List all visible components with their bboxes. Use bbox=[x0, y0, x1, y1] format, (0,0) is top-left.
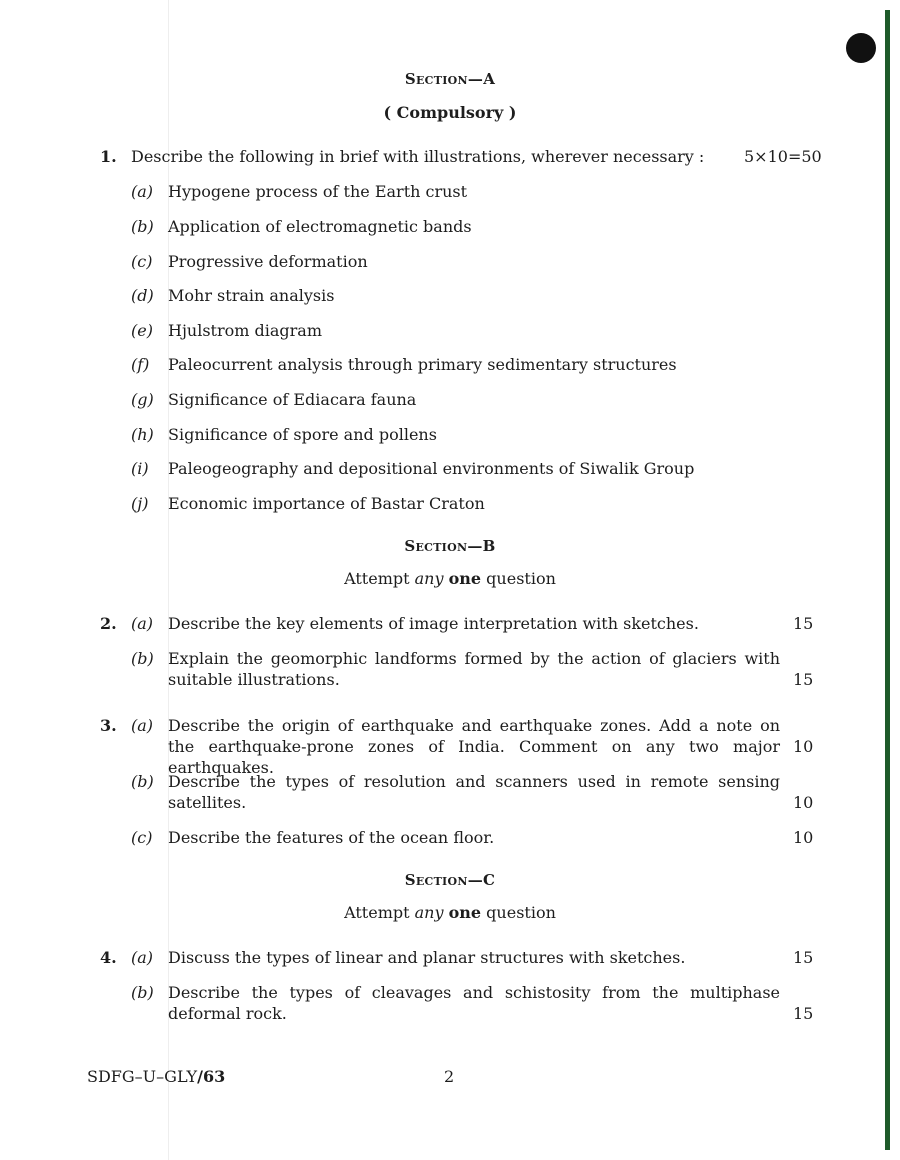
q2a-text: Describe the key elements of image interpretation with sketches. bbox=[168, 614, 699, 633]
q4a-marks: 15 bbox=[793, 948, 814, 967]
q2b-label: (b) bbox=[131, 649, 154, 668]
section-a-title: Section—A bbox=[404, 70, 496, 88]
q3c-marks: 10 bbox=[793, 828, 814, 847]
q1-item-e-text: Hjulstrom diagram bbox=[168, 321, 323, 340]
q2a-label: (a) bbox=[131, 614, 154, 633]
q1-item-a-label: (a) bbox=[131, 182, 154, 201]
q1-item-i-text: Paleogeography and depositional environments of Siwalik Group bbox=[168, 459, 695, 478]
section-b-title: Section—B bbox=[404, 537, 496, 555]
q2b-marks: 15 bbox=[793, 670, 814, 689]
q4a-label: (a) bbox=[131, 948, 154, 967]
question-2-number: 2. bbox=[100, 614, 117, 633]
q1-item-h-text: Significance of spore and pollens bbox=[168, 425, 437, 444]
q1-item-c-label: (c) bbox=[131, 252, 153, 271]
q1-item-j-label: (j) bbox=[131, 494, 149, 513]
q1-item-i-label: (i) bbox=[131, 459, 149, 478]
q3b-text: Describe the types of resolution and scanners used in remote sensing satellites. bbox=[168, 772, 780, 812]
punch-hole bbox=[846, 33, 876, 63]
page-number: 2 bbox=[444, 1067, 455, 1086]
section-c-title: Section—C bbox=[404, 871, 496, 889]
question-1-marks: 5×10=50 bbox=[744, 147, 822, 166]
q1-item-d-label: (d) bbox=[131, 286, 154, 305]
q1-item-j-text: Economic importance of Bastar Craton bbox=[168, 494, 485, 513]
q1-item-h-label: (h) bbox=[131, 425, 154, 444]
q1-item-d-text: Mohr strain analysis bbox=[168, 286, 335, 305]
q1-item-g-text: Significance of Ediacara fauna bbox=[168, 390, 417, 409]
question-1-number: 1. bbox=[100, 147, 117, 166]
q3b-marks: 10 bbox=[793, 793, 814, 812]
q4a-text: Discuss the types of linear and planar structures with sketches. bbox=[168, 948, 686, 967]
section-c-instruction: Attempt any one question bbox=[344, 903, 556, 922]
q1-item-e-label: (e) bbox=[131, 321, 153, 340]
q4b-label: (b) bbox=[131, 983, 154, 1002]
q1-item-f-label: (f) bbox=[131, 355, 150, 374]
question-1-text: Describe the following in brief with illustrations, wherever necessary : bbox=[131, 147, 705, 166]
q3a-text: Describe the origin of earthquake and earthquake zones. Add a note on the earthquake-prone zones of India. Comment on any two major earthquakes. bbox=[168, 716, 780, 777]
q2b-text: Explain the geomorphic landforms formed by the action of glaciers with suitable illustrations. bbox=[168, 649, 780, 689]
paper-code: SDFG–U–GLY/63 bbox=[87, 1067, 226, 1086]
q4b-text: Describe the types of cleavages and schistosity from the multiphase deformal rock. bbox=[168, 983, 780, 1023]
q3a-label: (a) bbox=[131, 716, 154, 735]
q1-item-f-text: Paleocurrent analysis through primary sedimentary structures bbox=[168, 355, 677, 374]
q1-item-g-label: (g) bbox=[131, 390, 154, 409]
q3b-label: (b) bbox=[131, 772, 154, 791]
q4b-marks: 15 bbox=[793, 1004, 814, 1023]
q3c-label: (c) bbox=[131, 828, 153, 847]
q1-item-c-text: Progressive deformation bbox=[168, 252, 368, 271]
question-3-number: 3. bbox=[100, 716, 117, 735]
q3c-text: Describe the features of the ocean floor. bbox=[168, 828, 495, 847]
section-b-instruction: Attempt any one question bbox=[344, 569, 556, 588]
q1-item-b-label: (b) bbox=[131, 217, 154, 236]
q1-item-b-text: Application of electromagnetic bands bbox=[168, 217, 472, 236]
question-4-number: 4. bbox=[100, 948, 117, 967]
q3a-marks: 10 bbox=[793, 737, 814, 756]
q2a-marks: 15 bbox=[793, 614, 814, 633]
q1-item-a-text: Hypogene process of the Earth crust bbox=[168, 182, 468, 201]
section-a-subtitle: ( Compulsory ) bbox=[383, 103, 517, 122]
